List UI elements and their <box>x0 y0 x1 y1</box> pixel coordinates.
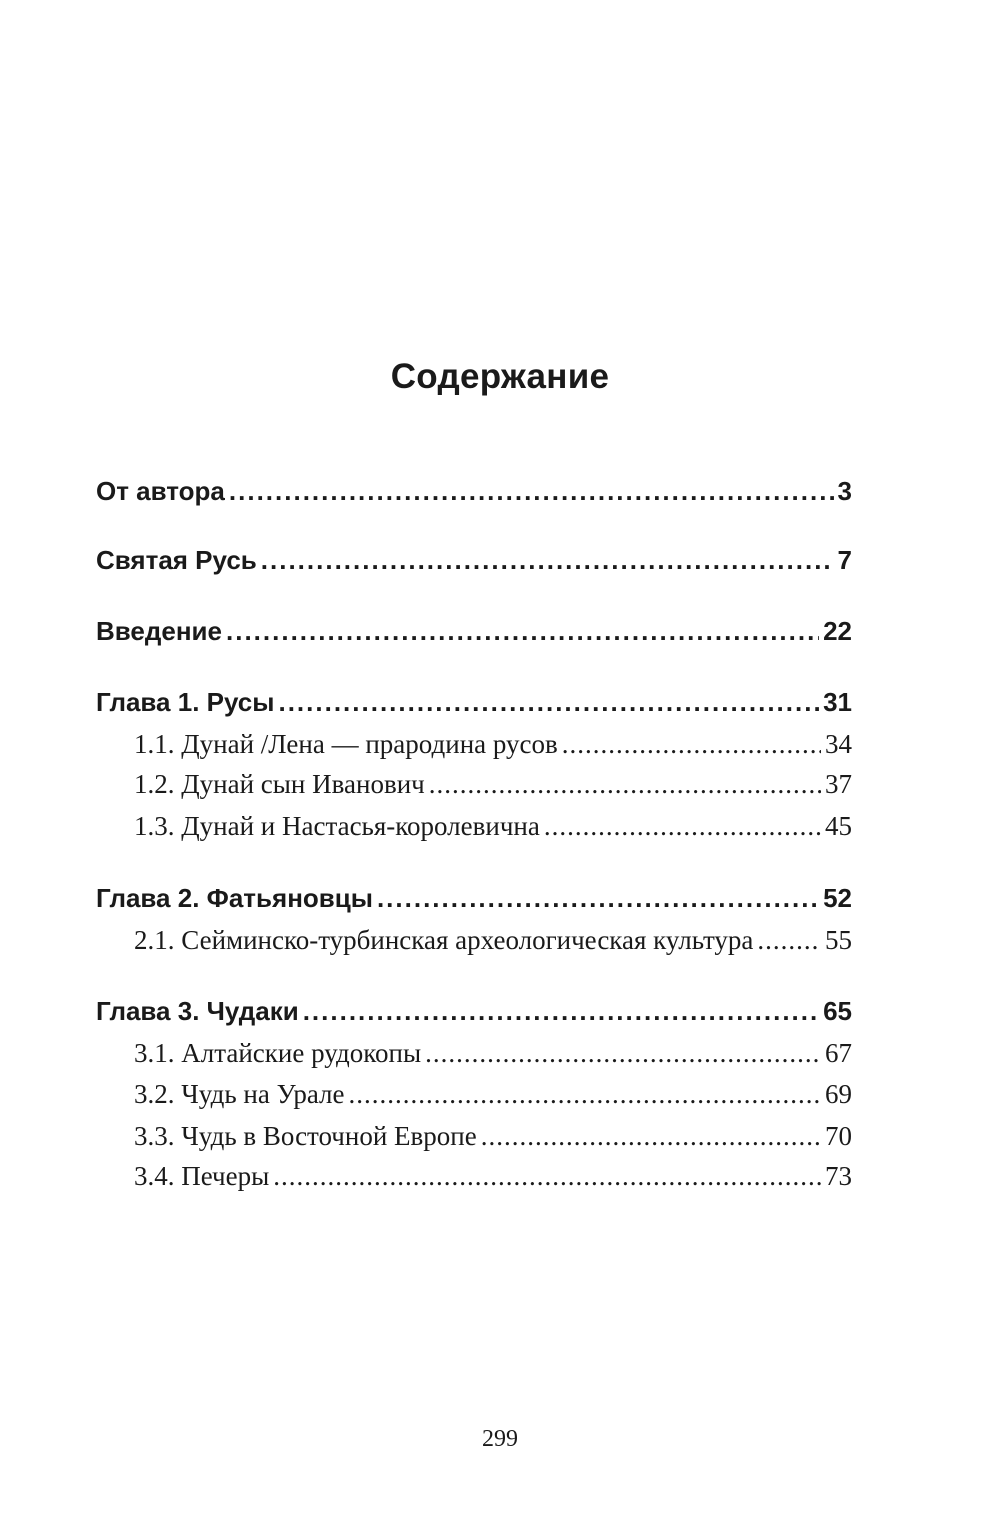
toc-entry-label: Глава 1. Русы <box>96 687 275 717</box>
dot-leader <box>377 883 819 914</box>
page-number: 299 <box>482 1426 518 1452</box>
toc-entry-label: От автора <box>96 476 225 506</box>
toc-entry-section-1-2[interactable] <box>134 769 852 800</box>
dot-leader <box>273 1161 821 1192</box>
toc-entry-section-3-1[interactable] <box>134 1038 852 1069</box>
toc-entry-label: 1.2. Дунай сын Иванович <box>134 769 425 799</box>
toc-entry-page: 3 <box>837 476 852 506</box>
dot-leader <box>278 687 819 718</box>
dot-leader <box>544 811 821 842</box>
toc-entry-chapter-3[interactable] <box>96 996 852 1027</box>
dot-leader <box>429 769 821 800</box>
toc-entry-page: 7 <box>837 545 852 575</box>
toc-entry-vvedenie[interactable] <box>96 616 852 647</box>
dot-leader <box>425 1038 821 1069</box>
dot-leader <box>349 1079 821 1110</box>
toc-entry-label: 3.3. Чудь в Восточной Европе <box>134 1121 477 1151</box>
toc-entry-label: Глава 2. Фатьяновцы <box>96 883 373 913</box>
toc-entry-chapter-1[interactable] <box>96 687 852 718</box>
dot-leader <box>226 616 819 647</box>
toc-entry-section-3-3[interactable] <box>134 1121 852 1152</box>
toc-entry-chapter-2[interactable] <box>96 883 852 914</box>
toc-entry-ot-avtora[interactable] <box>96 476 852 507</box>
toc-entry-label: 1.1. Дунай /Лена — прародина русов <box>134 729 558 759</box>
toc-entry-page: 73 <box>825 1161 852 1191</box>
toc-entry-label: 3.2. Чудь на Урале <box>134 1079 345 1109</box>
toc-entry-page: 52 <box>823 883 852 913</box>
toc-entry-label: Введение <box>96 616 222 646</box>
dot-leader <box>481 1121 821 1152</box>
toc-entry-label: 3.1. Алтайские рудокопы <box>134 1038 422 1068</box>
dot-leader <box>261 545 834 576</box>
toc-entry-page: 70 <box>825 1121 852 1151</box>
toc-entry-section-3-4[interactable] <box>134 1161 852 1192</box>
toc-entry-section-3-2[interactable] <box>134 1079 852 1110</box>
toc-entry-page: 65 <box>823 996 852 1026</box>
toc-entry-page: 22 <box>823 616 852 646</box>
toc-entry-page: 69 <box>825 1079 852 1109</box>
toc-entry-page: 45 <box>825 811 852 841</box>
toc-entry-label: Глава 3. Чудаки <box>96 996 299 1026</box>
toc-entry-page: 37 <box>825 769 852 799</box>
toc-entry-page: 67 <box>825 1038 852 1068</box>
toc-entry-section-1-1[interactable] <box>134 729 852 760</box>
toc-entry-label: Святая Русь <box>96 545 257 575</box>
toc-entry-label: 2.1. Сейминско-турбинская археологическая культура <box>134 925 754 955</box>
dot-leader <box>229 476 834 507</box>
dot-leader <box>303 996 819 1027</box>
dot-leader <box>757 925 821 956</box>
toc-entry-page: 55 <box>825 925 852 955</box>
toc-entry-label: 3.4. Печеры <box>134 1161 270 1191</box>
toc-entry-svyataya-rus[interactable] <box>96 545 852 576</box>
toc-entry-label: 1.3. Дунай и Настасья-королевична <box>134 811 540 841</box>
toc-entry-section-1-3[interactable] <box>134 811 852 842</box>
toc-entry-page: 31 <box>823 687 852 717</box>
toc-entry-section-2-1[interactable] <box>134 925 852 956</box>
toc-entry-page: 34 <box>825 729 852 759</box>
dot-leader <box>562 729 821 760</box>
page-title: Содержание <box>390 357 610 396</box>
